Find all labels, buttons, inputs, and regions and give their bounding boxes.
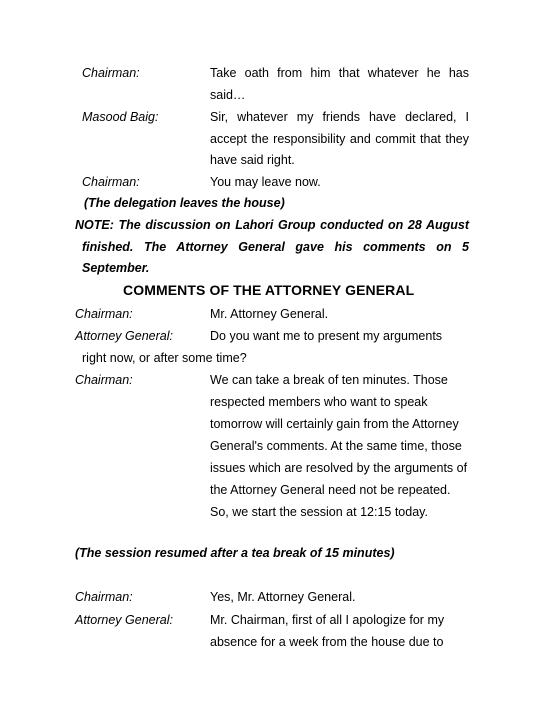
speaker-label: Chairman: [75,590,133,604]
speaker-label: Chairman: [82,66,140,80]
dialogue-line: right now, or after some time? [82,351,247,365]
speaker-label: Masood Baig: [82,110,159,124]
stage-direction: (The session resumed after a tea break of 15 minutes) [75,546,395,560]
dialogue-line: Sir, whatever my friends have declared, I [210,110,469,124]
dialogue-line: Take oath from him that whatever he has [210,66,469,80]
dialogue-line: absence for a week from the house due to [210,635,444,649]
dialogue-line: the Attorney General need not be repeated. [210,483,451,497]
section-heading: COMMENTS OF THE ATTORNEY GENERAL [123,282,415,298]
dialogue-line: Mr. Attorney General. [210,307,329,321]
speaker-label: Attorney General: [75,329,173,343]
dialogue-line: Do you want me to present my arguments [210,329,443,343]
speaker-label: Chairman: [75,307,133,321]
dialogue-line: respected members who want to speak [210,395,428,409]
note-line: NOTE: The discussion on Lahori Group conducted on 28 August [75,218,469,232]
speaker-label: Chairman: [82,175,140,189]
dialogue-line: have said right. [210,153,295,167]
speaker-label: Chairman: [75,373,133,387]
dialogue-line: You may leave now. [210,175,321,189]
dialogue-line: tomorrow will certainly gain from the Attorney [210,417,459,431]
dialogue-line: accept the responsibility and commit that they [210,132,469,146]
dialogue-line: said… [210,88,246,102]
note-line: September. [82,261,150,275]
note-line: finished. The Attorney General gave his comments on 5 [82,240,469,254]
dialogue-line: Yes, Mr. Attorney General. [210,590,356,604]
dialogue-line: General's comments. At the same time, those [210,439,462,453]
speaker-label: Attorney General: [75,613,173,627]
dialogue-line: issues which are resolved by the arguments of [210,461,468,475]
stage-direction: (The delegation leaves the house) [84,196,285,210]
dialogue-line: We can take a break of ten minutes. Those [210,373,448,387]
dialogue-line: Mr. Chairman, first of all I apologize for my [210,613,445,627]
dialogue-line: So, we start the session at 12:15 today. [210,505,428,519]
